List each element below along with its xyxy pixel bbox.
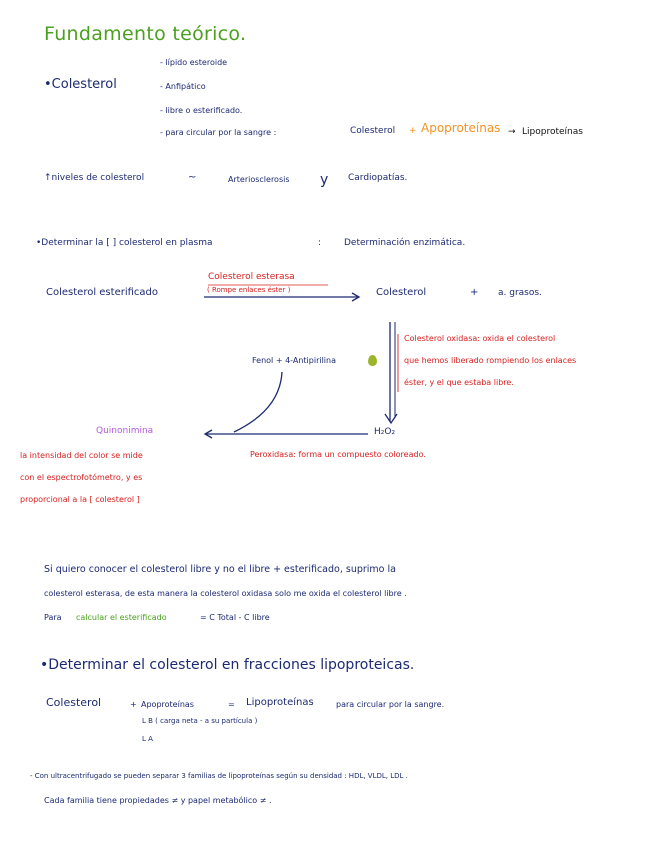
determinar-colon: : <box>318 238 322 248</box>
colesterol-esterificado: Colesterol esterificado <box>46 287 158 298</box>
si-quiero-line-1: Si quiero conocer el colesterol libre y no el libre + esterificado, suprimo la <box>44 564 396 575</box>
determinar-text: •Determinar la [ ] colesterol en plasma <box>36 238 213 248</box>
product-plus: + <box>470 287 479 298</box>
quinonimina: Quinonimina <box>96 426 154 436</box>
intensity-line-3: proporcional a la [ colesterol ] <box>20 495 140 504</box>
bullet-libre: - libre o esterificado. <box>160 106 243 115</box>
ultracentrifugado-line-2: Cada familia tiene propiedades ≠ y papel metabólico ≠ . <box>44 796 272 805</box>
ultracentrifugado-line-1: - Con ultracentrifugado se pueden separar 3 familias de lipoproteínas según su densidad : HDL, VLDL, LDL . <box>30 772 408 780</box>
eq-plus: + <box>409 126 417 136</box>
determinacion-enzimatica: Determinación enzimática. <box>344 238 466 248</box>
enzyme-note: ( Rompe enlaces éster ) <box>207 286 291 294</box>
calcular-esterificado: calcular el esterificado <box>76 613 167 622</box>
eq2-apoproteinas: Apoproteínas <box>141 700 194 709</box>
intensity-line-1: la intensidad del color se mide <box>20 451 143 460</box>
enzyme-esterasa: Colesterol esterasa <box>208 272 295 282</box>
eq-apoproteinas: Apoproteínas <box>421 121 501 135</box>
bullet-lipido: - lípido esteroide <box>160 58 228 67</box>
eq2-lipoproteinas: Lipoproteínas <box>246 697 314 708</box>
niveles-y: y <box>320 172 329 188</box>
c-total-formula: = C Total - C libre <box>200 613 270 622</box>
colesterol-label: •Colesterol <box>44 77 117 92</box>
eq2-sub-la: L A <box>142 735 153 743</box>
si-quiero-line-2: colesterol esterasa, de esta manera la colesterol oxidasa solo me oxida el colesterol libre . <box>44 589 407 598</box>
eq2-sub-lb: L B ( carga neta - a su partícula ) <box>142 717 258 725</box>
fenol-curve-arrow <box>234 372 282 432</box>
eq-arrow: → <box>508 127 516 137</box>
eq-colesterol: Colesterol <box>350 126 396 136</box>
peroxidasa: Peroxidasa: forma un compuesto coloreado. <box>250 450 426 459</box>
eq2-colesterol: Colesterol <box>46 696 102 709</box>
oxidasa-line-2: que hemos liberado rompiendo los enlaces <box>404 356 577 365</box>
product-acidos-grasos: a. grasos. <box>498 288 542 298</box>
determinar-fracciones: •Determinar el colesterol en fracciones lipoproteicas. <box>40 657 415 673</box>
page-title: Fundamento teórico. <box>44 23 247 45</box>
eq2-equals: = <box>228 700 235 709</box>
product-colesterol: Colesterol <box>376 287 427 298</box>
niveles-text: ↑niveles de colesterol <box>44 173 145 183</box>
h2o2: H₂O₂ <box>374 427 396 437</box>
eq2-note: para circular por la sangre. <box>336 700 445 709</box>
arteriosclerosis: Arteriosclerosis <box>228 175 290 184</box>
fenol-antipirilina: Fenol + 4-Antipirilina <box>252 356 336 365</box>
oxidasa-line-1: Colesterol oxidasa: oxida el colesterol <box>404 334 556 343</box>
para-label: Para <box>44 613 62 622</box>
bullet-anfipatico: - Anfipático <box>160 82 206 91</box>
cardiopatias: Cardiopatías. <box>348 173 408 183</box>
intensity-line-2: con el espectrofotómetro, y es <box>20 473 143 482</box>
eq2-plus: + <box>130 700 137 709</box>
bullet-circular: - para circular por la sangre : <box>160 128 277 137</box>
niveles-arrow: ~ <box>188 172 197 183</box>
oxidasa-line-3: éster, y el que estaba libre. <box>404 378 514 387</box>
eq-lipoproteinas: Lipoproteínas <box>522 127 583 137</box>
